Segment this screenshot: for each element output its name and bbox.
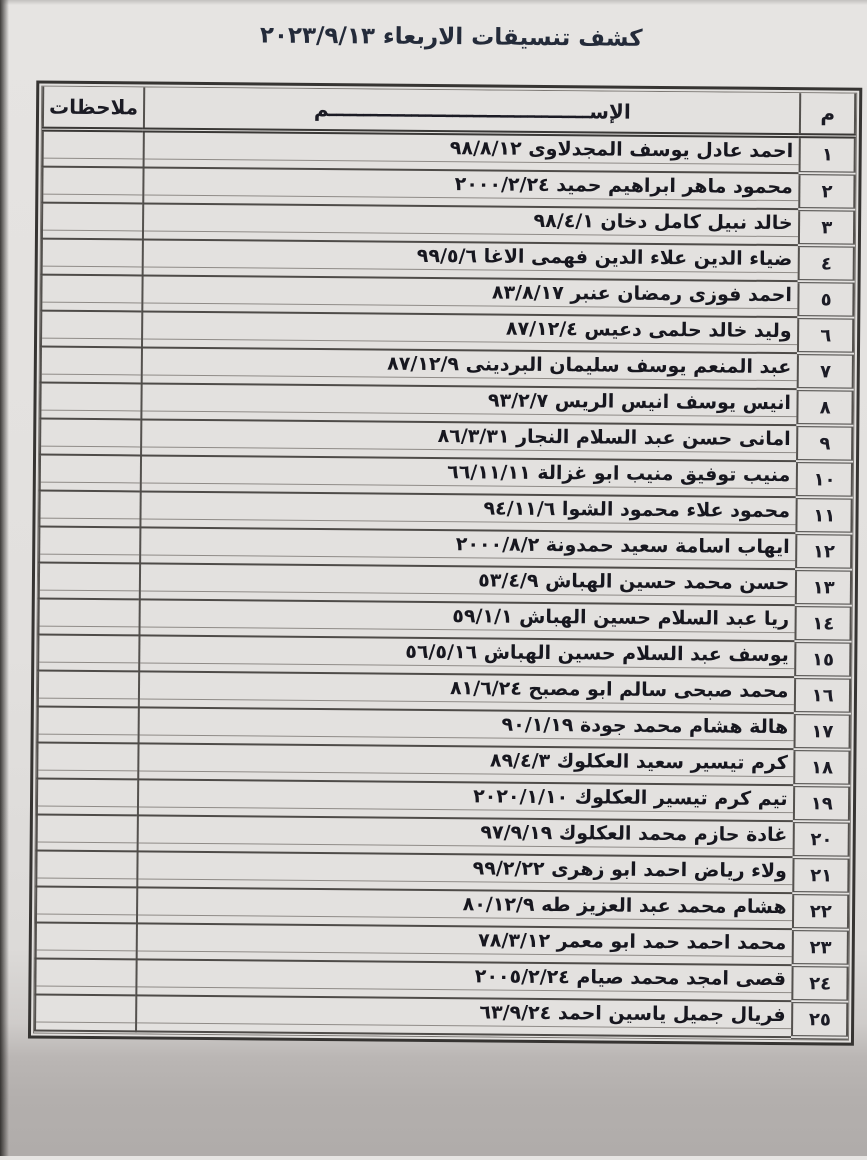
notes-ruled-strip — [41, 410, 140, 419]
row-serial: ١٥ — [796, 641, 851, 677]
row-name: يوسف عبد السلام حسين الهباش ٥٦/٥/١٦ — [405, 640, 789, 667]
row-notes — [36, 996, 135, 1023]
row-name-cell — [138, 743, 795, 785]
row-notes — [39, 636, 138, 663]
row-serial: ٢٥ — [792, 1001, 847, 1037]
row-serial: ١٩ — [794, 785, 849, 821]
row-notes — [38, 780, 137, 807]
row-name-cell — [138, 779, 795, 821]
notes-ruled-strip — [41, 482, 140, 491]
notes-ruled-strip — [40, 554, 139, 563]
row-serial: ٨ — [798, 389, 853, 425]
row-name-cell — [136, 995, 793, 1037]
row-notes-cell — [43, 129, 144, 167]
row-notes — [39, 672, 138, 699]
row-name-cell — [142, 347, 799, 389]
row-notes — [43, 240, 142, 267]
column-header-notes: ملاحظات — [43, 87, 144, 130]
notes-ruled-strip — [39, 662, 138, 671]
row-name-cell — [144, 130, 801, 173]
row-name-cell — [140, 527, 797, 569]
row-name-cell — [139, 671, 796, 713]
row-notes-cell — [36, 851, 137, 888]
row-notes — [37, 888, 136, 915]
row-notes — [42, 312, 141, 339]
roster-table-inner-border — [33, 86, 857, 1041]
row-name: قصى امجد محمد صيام ٢٠٠٥/٢/٢٤ — [474, 965, 787, 991]
header-row — [43, 87, 855, 137]
row-notes-cell — [42, 203, 143, 240]
row-name: كرم تيسير سعيد العكلوك ٨٩/٤/٣ — [489, 749, 788, 775]
notes-ruled-strip — [37, 914, 136, 923]
notes-ruled-strip — [42, 302, 141, 311]
row-name: عبد المنعم يوسف سليمان البردينى ٨٧/١٢/٩ — [387, 352, 792, 379]
row-notes — [41, 456, 140, 483]
notes-ruled-strip — [40, 590, 139, 599]
row-notes-cell — [35, 995, 136, 1032]
row-name: هالة هشام محمد جودة ٩٠/١/١٩ — [501, 713, 789, 739]
row-notes — [43, 168, 142, 195]
row-serial: ٢٣ — [793, 929, 848, 965]
row-name-cell — [143, 167, 800, 209]
notes-ruled-strip — [38, 806, 137, 815]
row-notes-cell — [41, 275, 142, 312]
row-serial: ٢ — [800, 173, 855, 209]
row-name: انيس يوسف انيس الريس ٩٣/٢/٧ — [487, 389, 792, 415]
row-name: محمد صبحى سالم ابو مصبح ٨١/٦/٢٤ — [449, 677, 789, 703]
row-name: احمد عادل يوسف المجدلاوى ٩٨/٨/١٢ — [449, 137, 794, 163]
row-notes-cell — [36, 923, 137, 960]
row-notes — [40, 528, 139, 555]
row-notes — [37, 924, 136, 951]
row-notes-cell — [41, 347, 142, 384]
notes-ruled-strip — [37, 878, 136, 887]
row-name-cell — [137, 851, 794, 893]
roster-table — [34, 87, 856, 1040]
row-notes-cell — [38, 671, 139, 708]
row-serial: ١٨ — [795, 749, 850, 785]
notes-ruled-strip — [39, 626, 138, 635]
row-name-cell — [136, 959, 793, 1001]
row-name-cell — [139, 707, 796, 749]
notes-ruled-strip — [42, 338, 141, 347]
notes-ruled-strip — [39, 734, 138, 743]
row-name: امانى حسن عبد السلام النجار ٨٦/٣/٣١ — [437, 425, 791, 451]
row-name: فريال جميل ياسين احمد ٦٣/٩/٢٤ — [479, 1001, 786, 1027]
row-name: ضياء الدين علاء الدين فهمى الاغا ٩٩/٥/٦ — [416, 244, 793, 271]
row-serial: ٦ — [798, 317, 853, 353]
row-notes-cell — [37, 815, 138, 852]
row-serial: ٢٠ — [794, 821, 849, 857]
row-name: غادة حازم محمد العكلوك ٩٧/٩/١٩ — [480, 821, 788, 847]
row-name: ريا عبد السلام حسين الهباش ٥٩/١/١ — [452, 605, 790, 631]
row-notes — [40, 564, 139, 591]
row-notes-cell — [42, 167, 143, 204]
row-notes-cell — [39, 527, 140, 564]
row-name-cell — [137, 923, 794, 965]
row-name: تيم كرم تيسير العكلوك ٢٠٢٠/١/١٠ — [473, 785, 788, 811]
notes-ruled-strip — [43, 266, 142, 275]
row-name-cell — [137, 887, 794, 929]
row-notes — [40, 600, 139, 627]
notes-ruled-strip — [43, 230, 142, 239]
row-name-cell — [141, 455, 798, 497]
row-notes — [41, 420, 140, 447]
row-notes-cell — [38, 599, 139, 636]
row-notes-cell — [35, 959, 136, 996]
column-header-name: الإســــــــــــــــــــــــــــــــــــــم — [144, 87, 801, 135]
row-serial: ١٣ — [796, 569, 851, 605]
row-name-cell — [140, 563, 797, 605]
row-notes — [36, 960, 135, 987]
row-serial: ٣ — [799, 209, 854, 245]
row-notes — [37, 852, 136, 879]
row-notes-cell — [40, 455, 141, 492]
row-serial: ٧ — [798, 353, 853, 389]
row-serial: ١٠ — [797, 461, 852, 497]
row-notes — [42, 276, 141, 303]
document-title: كشف تنسيقات الاربعاء ٢٠٢٣/٩/١٣ — [259, 22, 643, 52]
row-name: حسن محمد حسين الهباش ٥٣/٤/٩ — [478, 569, 790, 595]
row-name: محمود علاء محمود الشوا ٩٤/١١/٦ — [483, 497, 791, 523]
roster-table-outer-border — [28, 81, 862, 1046]
row-name: خالد نبيل كامل دخان ٩٨/٤/١ — [533, 209, 793, 235]
row-serial: ١٤ — [796, 605, 851, 641]
row-notes — [42, 348, 141, 375]
row-serial: ٥ — [799, 281, 854, 317]
notes-ruled-strip — [36, 986, 135, 995]
row-name: احمد فوزى رمضان عنبر ٨٣/٨/١٧ — [491, 281, 793, 307]
row-notes-cell — [38, 707, 139, 744]
notes-ruled-strip — [38, 770, 137, 779]
row-notes-cell — [40, 383, 141, 420]
rows-body — [35, 129, 855, 1038]
row-notes-cell — [42, 239, 143, 276]
row-name-cell — [142, 275, 799, 317]
row-serial: ٢٢ — [793, 893, 848, 929]
row-notes-cell — [39, 563, 140, 600]
row-name-cell — [138, 815, 795, 857]
row-notes-cell — [40, 419, 141, 456]
row-notes-cell — [39, 491, 140, 528]
row-serial: ١٢ — [797, 533, 852, 569]
notes-ruled-strip — [36, 1022, 135, 1031]
notes-ruled-strip — [38, 842, 137, 851]
notes-ruled-strip — [44, 158, 143, 167]
row-serial: ١١ — [797, 497, 852, 533]
row-notes — [38, 744, 137, 771]
row-notes-cell — [38, 635, 139, 672]
row-serial: ١ — [800, 136, 855, 174]
row-name: ولاء رياض احمد ابو زهرى ٩٩/٢/٢٢ — [472, 857, 788, 883]
row-serial: ١٧ — [795, 713, 850, 749]
row-name: ايهاب اسامة سعيد حمدونة ٢٠٠٠/٨/٢ — [455, 533, 790, 559]
row-name-cell — [143, 203, 800, 245]
row-notes-cell — [37, 779, 138, 816]
row-notes — [44, 132, 143, 159]
row-name-cell — [142, 311, 799, 353]
row-name: هشام محمد عبد العزيز طه ٨٠/١٢/٩ — [462, 893, 787, 919]
row-notes — [43, 204, 142, 231]
row-name: منيب توفيق منيب ابو غزالة ٦٦/١١/١١ — [447, 461, 791, 487]
row-name: محمود ماهر ابراهيم حميد ٢٠٠٠/٢/٢٤ — [454, 173, 793, 199]
row-name-cell — [141, 419, 798, 461]
row-name: محمد احمد حمد ابو معمر ٧٨/٣/١٢ — [478, 929, 787, 955]
row-notes — [41, 492, 140, 519]
row-serial: ٢٤ — [793, 965, 848, 1001]
row-name-cell — [141, 383, 798, 425]
row-notes — [38, 816, 137, 843]
notes-ruled-strip — [37, 950, 136, 959]
row-name-cell — [139, 635, 796, 677]
row-serial: ٩ — [797, 425, 852, 461]
row-notes-cell — [37, 743, 138, 780]
row-notes-cell — [36, 887, 137, 924]
row-serial: ١٦ — [795, 677, 850, 713]
row-name-cell — [140, 491, 797, 533]
row-serial: ٢١ — [794, 857, 849, 893]
row-notes — [41, 384, 140, 411]
notes-ruled-strip — [42, 374, 141, 383]
row-name: وليد خالد حلمى دعيس ٨٧/١٢/٤ — [505, 317, 792, 343]
row-notes — [39, 708, 138, 735]
table-row — [35, 995, 847, 1038]
column-header-serial: م — [800, 93, 855, 136]
row-name-cell — [139, 599, 796, 641]
notes-ruled-strip — [39, 698, 138, 707]
row-serial: ٤ — [799, 245, 854, 281]
notes-ruled-strip — [43, 194, 142, 203]
notes-ruled-strip — [41, 446, 140, 455]
row-notes-cell — [41, 311, 142, 348]
row-name-cell — [143, 239, 800, 281]
notes-ruled-strip — [40, 518, 139, 527]
